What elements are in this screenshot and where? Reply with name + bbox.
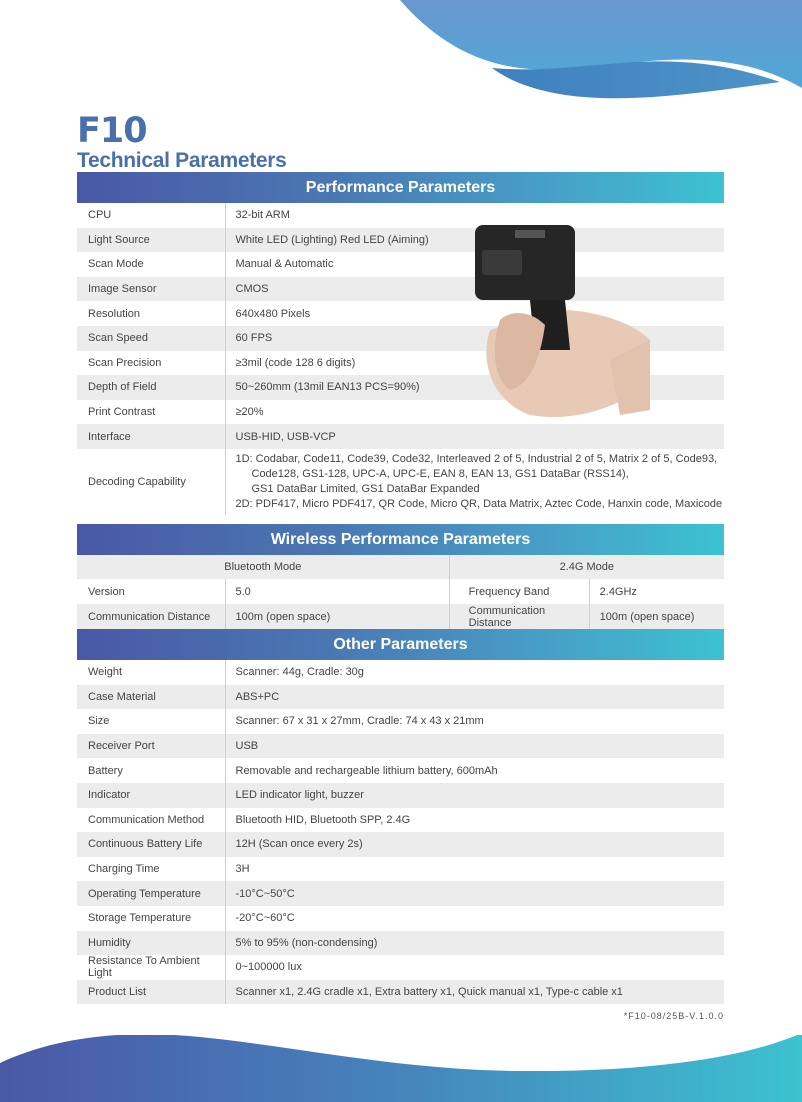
param-key: Size — [77, 709, 225, 734]
decoding-line: Code128, GS1-128, UPC-A, UPC-E, EAN 8, EAN 13, GS1 DataBar (RSS14), — [251, 467, 629, 480]
param-value — [225, 449, 724, 515]
g24-value: 2.4GHz — [599, 585, 637, 598]
param-value: 0~100000 lux — [235, 961, 302, 974]
table-row-decoding — [77, 449, 724, 515]
table-row — [77, 709, 724, 734]
performance-section-header: Performance Parameters — [77, 172, 724, 203]
param-value: USB — [225, 734, 724, 759]
g24-mode-label: 2.4G Mode — [449, 555, 724, 579]
table-row — [77, 906, 724, 931]
product-image-ring-scanner — [470, 210, 650, 420]
wireless-section-header: Wireless Performance Parameters — [77, 524, 724, 555]
other-table — [77, 660, 724, 1004]
param-value: ≥20% — [235, 406, 264, 419]
table-row — [77, 734, 724, 759]
decoding-line: 1D: Codabar, Code11, Code39, Code32, Interleaved 2 of 5, Industrial 2 of 5, Matrix 2 of 5, Code93, — [235, 452, 718, 465]
param-key: Decoding Capability — [77, 449, 225, 515]
param-value: ≥3mil (code 128 6 digits) — [235, 356, 356, 369]
param-key: Continuous Battery Life — [77, 832, 225, 857]
table-row — [77, 758, 724, 783]
param-key: Print Contrast — [77, 400, 225, 425]
param-key: Resistance To Ambient Light — [77, 955, 225, 980]
bluetooth-mode-label: Bluetooth Mode — [77, 555, 449, 579]
decoding-line: 2D: PDF417, Micro PDF417, QR Code, Micro QR, Data Matrix, Aztec Code, Hanxin code, Maxicode — [235, 497, 723, 510]
table-row — [77, 955, 724, 980]
bt-key: Version — [77, 579, 225, 604]
param-key: Depth of Field — [77, 375, 225, 400]
wireless-table — [77, 555, 724, 629]
table-row — [77, 931, 724, 956]
param-key: Storage Temperature — [77, 906, 225, 931]
param-key: CPU — [77, 203, 225, 228]
param-value: ABS+PC — [225, 685, 724, 710]
param-key: Product List — [77, 980, 225, 1005]
param-value: 640x480 Pixels — [235, 307, 311, 320]
param-value: 3H — [235, 863, 250, 876]
bt-key: Communication Distance — [77, 604, 225, 629]
param-value: CMOS — [225, 277, 724, 302]
bt-value: 100m (open space) — [225, 604, 449, 629]
param-value: -10°C~50°C — [225, 881, 724, 906]
table-row — [77, 857, 724, 882]
table-row — [77, 980, 724, 1005]
document-code: *F10-08/25B-V.1.0.0 — [623, 1011, 724, 1021]
param-value: Scanner: 44g, Cradle: 30g — [235, 666, 364, 679]
g24-key: Communication Distance — [449, 604, 589, 629]
param-value: 5% to 95% (non-condensing) — [225, 931, 724, 956]
page-subtitle: Technical Parameters — [77, 149, 287, 172]
g24-key: Frequency Band — [449, 579, 589, 604]
param-value: White LED (Lighting) Red LED (Aiming) — [225, 228, 724, 253]
param-key: Image Sensor — [77, 277, 225, 302]
param-value: -20°C~60°C — [235, 912, 295, 925]
param-value: 50~260mm (13mil EAN13 PCS=90%) — [225, 375, 724, 400]
param-key: Battery — [77, 758, 225, 783]
g24-value: 100m (open space) — [589, 604, 724, 629]
param-key: Interface — [77, 424, 225, 449]
table-row — [77, 881, 724, 906]
model-name: F10 — [77, 111, 147, 151]
param-key: Receiver Port — [77, 734, 225, 759]
param-value: Scanner: 67 x 31 x 27mm, Cradle: 74 x 43 x 21mm — [235, 715, 484, 728]
param-value: USB-HID, USB-VCP — [225, 424, 724, 449]
param-key: Operating Temperature — [77, 881, 225, 906]
param-key: Resolution — [77, 301, 225, 326]
table-row — [77, 783, 724, 808]
param-value: Bluetooth HID, Bluetooth SPP, 2.4G — [235, 813, 411, 826]
bottom-wave-decoration — [0, 1035, 802, 1102]
param-key: Light Source — [77, 228, 225, 253]
other-section-header: Other Parameters — [77, 629, 724, 660]
param-key: Weight — [77, 660, 225, 685]
param-value: Scanner x1, 2.4G cradle x1, Extra battery x1, Quick manual x1, Type-c cable x1 — [225, 980, 724, 1005]
param-key: Scan Mode — [77, 252, 225, 277]
param-value: 32-bit ARM — [235, 209, 290, 222]
param-key: Communication Method — [77, 808, 225, 833]
top-wave-decoration — [0, 0, 802, 110]
title-block — [77, 112, 287, 172]
param-key: Charging Time — [77, 857, 225, 882]
table-row — [77, 685, 724, 710]
param-key: Indicator — [77, 783, 225, 808]
param-value: 60 FPS — [225, 326, 724, 351]
bt-value: 5.0 — [225, 579, 449, 604]
decoding-line: GS1 DataBar Limited, GS1 DataBar Expanded — [251, 482, 480, 495]
param-key: Case Material — [77, 685, 225, 710]
param-value: 12H (Scan once every 2s) — [225, 832, 724, 857]
table-row — [77, 832, 724, 857]
param-key: Scan Speed — [77, 326, 225, 351]
table-row — [77, 808, 724, 833]
param-value: LED indicator light, buzzer — [225, 783, 724, 808]
table-row — [77, 660, 724, 685]
table-row — [77, 424, 724, 449]
param-value: Manual & Automatic — [235, 258, 334, 271]
param-value: Removable and rechargeable lithium battery, 600mAh — [235, 764, 498, 777]
param-key: Humidity — [77, 931, 225, 956]
param-key: Scan Precision — [77, 351, 225, 376]
